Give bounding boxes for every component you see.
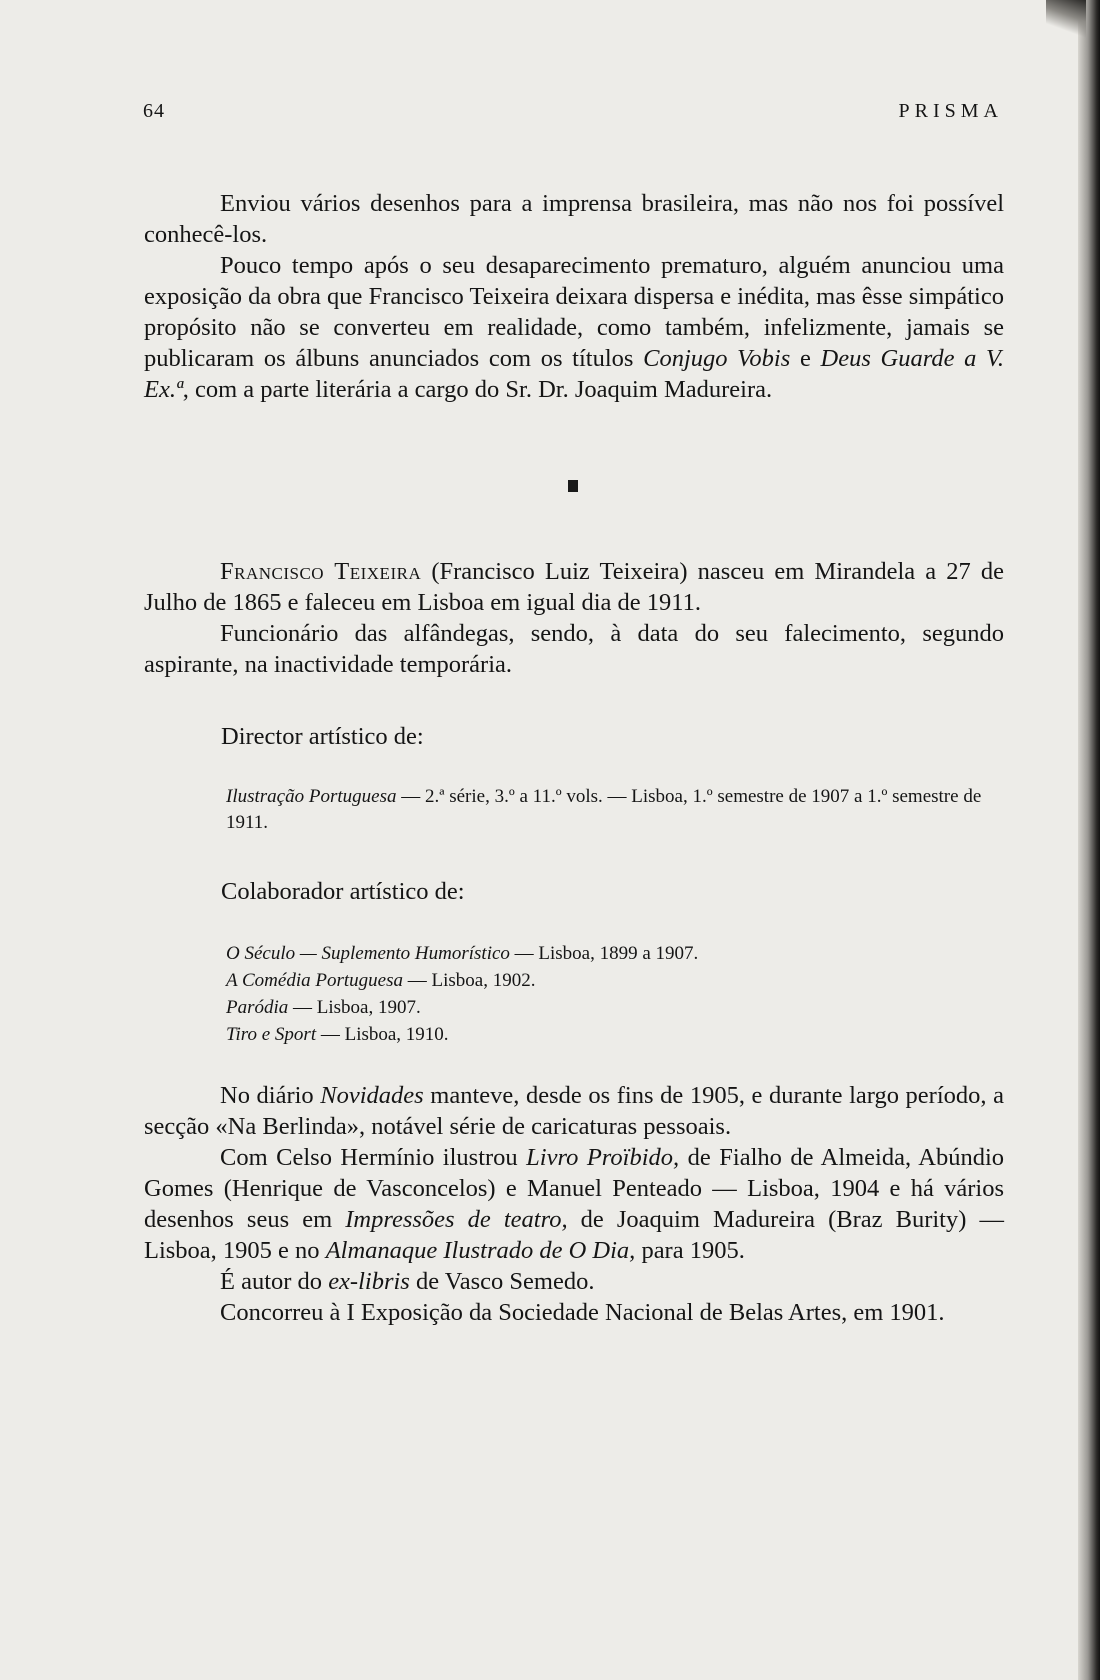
paragraph — [144, 1080, 1004, 1142]
text-run: de Joaquim Madureira (Braz Burity) — Lisboa, 1905 e no — [144, 1206, 1004, 1264]
album-title: Deus Guarde a V. Ex.ª — [144, 345, 1004, 403]
publication-title: O Século — Suplemento Humorístico — [226, 943, 510, 964]
text-run: Pouco tempo após o seu desaparecimento prematuro, alguém anunciou uma exposição da obra que Francisco Teixeira deixara dispersa e inédita, mas êsse simpático propósito não se converteu em realidade, como também, infelizmente, jamais se publicaram os álbuns anunciados com os títulos — [144, 252, 1004, 372]
paragraph: Funcionário das alfândegas, sendo, à data do seu falecimento, segundo aspirante, na inactividade temporária. — [144, 620, 1004, 678]
publication-title: Paródia — [226, 997, 289, 1018]
artist-name: Francisco Teixeira — [220, 558, 422, 585]
paragraph: Concorreu à I Exposição da Sociedade Nacional de Belas Artes, em 1901. — [220, 1299, 945, 1326]
colaborador-list — [226, 940, 1004, 1048]
biography-paragraphs — [144, 556, 1004, 680]
text-run: — Lisboa, 1910. — [316, 1024, 449, 1045]
text-run: — Lisboa, 1899 a 1907. — [509, 943, 699, 964]
paragraph — [144, 1142, 1004, 1266]
album-title: Conjugo Vobis — [643, 345, 791, 372]
text-run: — Lisboa, 1907. — [288, 997, 421, 1018]
paragraph — [144, 556, 1004, 618]
text-run: Com Celso Hermínio ilustrou — [220, 1144, 527, 1171]
list-item — [226, 1021, 1004, 1048]
text-run: (Francisco Luiz Teixeira) nasceu em Mirandela a 27 de Julho de 1865 e faleceu em Lisboa em igual dia de 1911. — [144, 558, 1004, 616]
publication-title: A Comédia Portuguesa — [226, 970, 403, 991]
colaborador-heading: Colaborador artístico de: — [221, 878, 465, 905]
closing-paragraphs — [144, 1080, 1004, 1328]
text-run: para 1905. — [635, 1237, 745, 1264]
publication-title: Ilustração Portuguesa — [226, 786, 397, 807]
text-run: — Lisboa, 1902. — [402, 970, 536, 991]
list-item — [226, 940, 1004, 967]
director-heading: Director artístico de: — [221, 723, 424, 750]
running-title: PRISMA — [898, 100, 1003, 122]
paragraph — [144, 1266, 1004, 1297]
page-number: 64 — [143, 100, 165, 122]
text-run: e — [790, 345, 821, 372]
intro-paragraphs — [144, 188, 1004, 405]
paragraph: Enviou vários desenhos para a imprensa brasileira, mas não nos foi possível conhecê-los. — [144, 190, 1004, 248]
list-item — [226, 967, 1004, 994]
publication-title: Novidades — [320, 1082, 424, 1109]
text-run: de Fialho de Almeida, Abúndio Gomes (Henrique de Vasconcelos) e Manuel Penteado — Lisboa, 1904 e há vários desenhos seus em — [144, 1144, 1004, 1233]
director-list — [226, 784, 1004, 836]
list-item — [226, 994, 1004, 1021]
text-run: de Vasco Semedo. — [409, 1268, 595, 1295]
text-run: , com a parte literária a cargo do Sr. Dr. Joaquim Madureira. — [182, 376, 773, 403]
publication-title: ex-libris — [328, 1268, 410, 1295]
page-corner-shadow — [1046, 0, 1086, 40]
section-separator-icon — [568, 480, 578, 492]
publication-title: Almanaque Ilustrado de O Dia, — [325, 1237, 636, 1264]
text-run: — 2.ª série, 3.º a 11.º vols. — Lisboa, 1.º semestre de 1907 a 1.º semestre de 1911. — [226, 786, 982, 833]
publication-title: Tiro e Sport — [226, 1024, 317, 1045]
page-binding-edge — [1078, 0, 1100, 1680]
publication-title: Livro Proïbido, — [526, 1144, 680, 1171]
text-run: No diário — [220, 1082, 321, 1109]
list-item — [144, 784, 1004, 836]
text-run: É autor do — [220, 1268, 329, 1295]
publication-title: Impressões de teatro, — [345, 1206, 568, 1233]
paragraph — [144, 250, 1004, 405]
text-run: manteve, desde os fins de 1905, e durante largo período, a secção «Na Berlinda», notável série de caricaturas pessoais. — [144, 1082, 1004, 1140]
